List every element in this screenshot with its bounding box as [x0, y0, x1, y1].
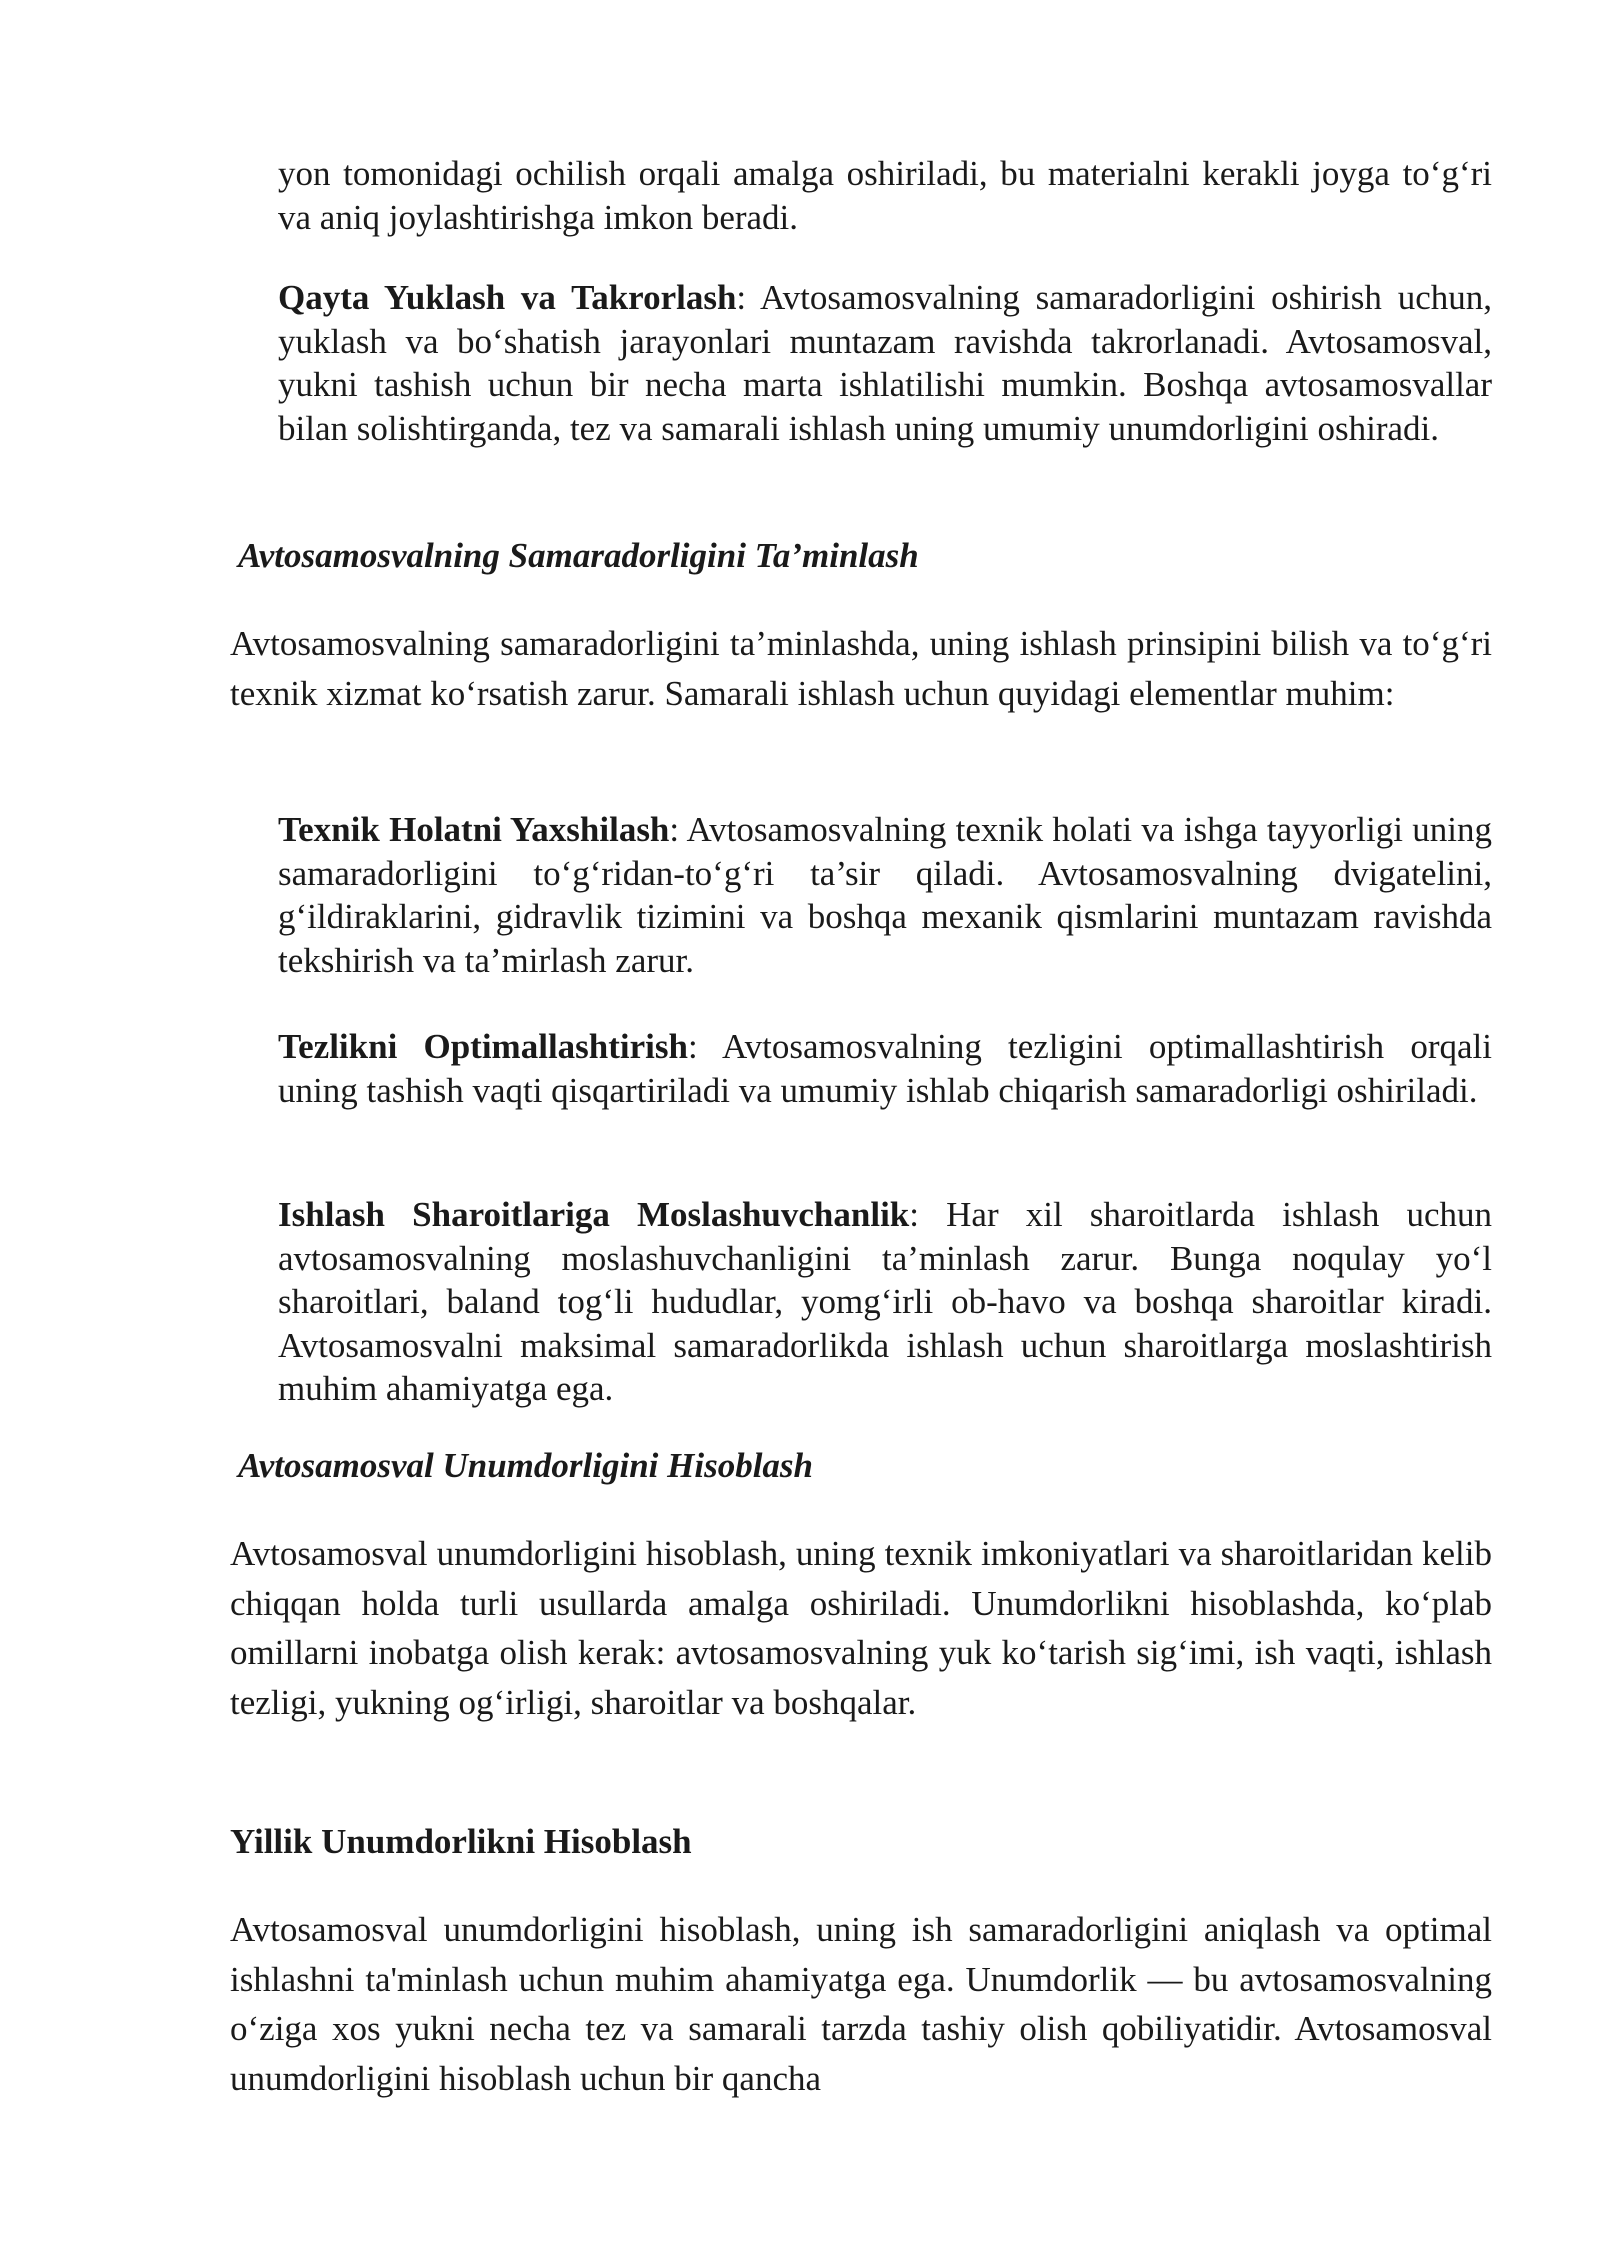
paragraph-text: Avtosamosval unumdorligini hisoblash, uning ish samaradorligini aniqlash va optimal ishlashni ta'minlash uchun muhim ahamiyatga ega. Unumdorlik — bu avtosamosvalning o‘ziga xos yukni necha tez va samarali tarzda tashiy olish qobiliyatidir. Avtosamosval unumdorligini hisoblash uchun bir qancha	[230, 1910, 1492, 2098]
paragraph-term: Qayta Yuklash va Takrorlash	[278, 278, 737, 317]
paragraph-text: : Avtosamosvalning samaradorligini oshirish uchun, yuklash va bo‘shatish jarayonlari muntazam ravishda takrorlanadi. Avtosamosval, yukni tashish uchun bir necha marta ishlatilishi mumkin. Boshqa avtosamosvallar bilan solishtirganda, tez va samarali ishlash uning umumiy unumdorligini oshiradi.	[278, 278, 1492, 448]
paragraph-term: Texnik Holatni Yaxshilash	[278, 810, 670, 849]
subsection-heading-annual: Yillik Unumdorlikni Hisoblash	[230, 1822, 692, 1861]
paragraph-reloading	[278, 276, 1492, 450]
paragraph-continuation	[278, 152, 1492, 239]
paragraph-adaptability	[278, 1193, 1492, 1411]
paragraph-productivity-intro	[230, 1529, 1492, 1727]
paragraph-text: Avtosamosvalning samaradorligini ta’minlashda, uning ishlash prinsipini bilish va to‘g‘ri texnik xizmat ko‘rsatish zarur. Samarali ishlash uchun quyidagi elementlar muhim:	[230, 624, 1492, 713]
paragraph-term: Tezlikni Optimallashtirish	[278, 1027, 688, 1066]
paragraph-text: : Avtosamosvalning texnik holati va ishga tayyorligi uning samaradorligini to‘g‘ridan-to‘g‘ri ta’sir qiladi. Avtosamosvalning dvigatelini, g‘ildiraklarini, gidravlik tizimini va boshqa mexanik qismlarini muntazam ravishda tekshirish va ta’mirlash zarur.	[278, 810, 1492, 980]
paragraph-text: yon tomonidagi ochilish orqali amalga oshiriladi, bu materialni kerakli joyga to‘g‘ri va aniq joylashtirishga imkon beradi.	[278, 154, 1492, 237]
paragraph-text: : Har xil sharoitlarda ishlash uchun avtosamosvalning moslashuvchanligini ta’minlash zarur. Bunga noqulay yo‘l sharoitlari, baland tog‘li hududlar, yomg‘irli ob-havo va boshqa sharoitlar kiradi. Avtosamosvalni maksimal samaradorlikda ishlash uchun sharoitlarga moslashtirish muhim ahamiyatga ega.	[278, 1195, 1492, 1408]
paragraph-text: Avtosamosval unumdorligini hisoblash, uning texnik imkoniyatlari va sharoitlaridan kelib chiqqan holda turli usullarda amalga oshiriladi. Unumdorlikni hisoblashda, ko‘plab omillarni inobatga olish kerak: avtosamosvalning yuk ko‘tarish sig‘imi, ish vaqti, ishlash tezligi, yukning og‘irligi, sharoitlar va boshqalar.	[230, 1534, 1492, 1722]
section-heading-efficiency: Avtosamosvalning Samaradorligini Ta’minlash	[238, 536, 919, 575]
paragraph-term: Ishlash Sharoitlariga Moslashuvchanlik	[278, 1195, 910, 1234]
paragraph-speed-optimization	[278, 1025, 1492, 1112]
paragraph-efficiency-intro	[230, 619, 1492, 718]
paragraph-annual-productivity	[230, 1905, 1492, 2103]
paragraph-technical-condition	[278, 808, 1492, 982]
section-heading-productivity: Avtosamosval Unumdorligini Hisoblash	[238, 1446, 814, 1485]
paragraph-text: : Avtosamosvalning tezligini optimallashtirish orqali uning tashish vaqti qisqartiriladi va umumiy ishlab chiqarish samaradorligi oshiriladi.	[278, 1027, 1492, 1110]
